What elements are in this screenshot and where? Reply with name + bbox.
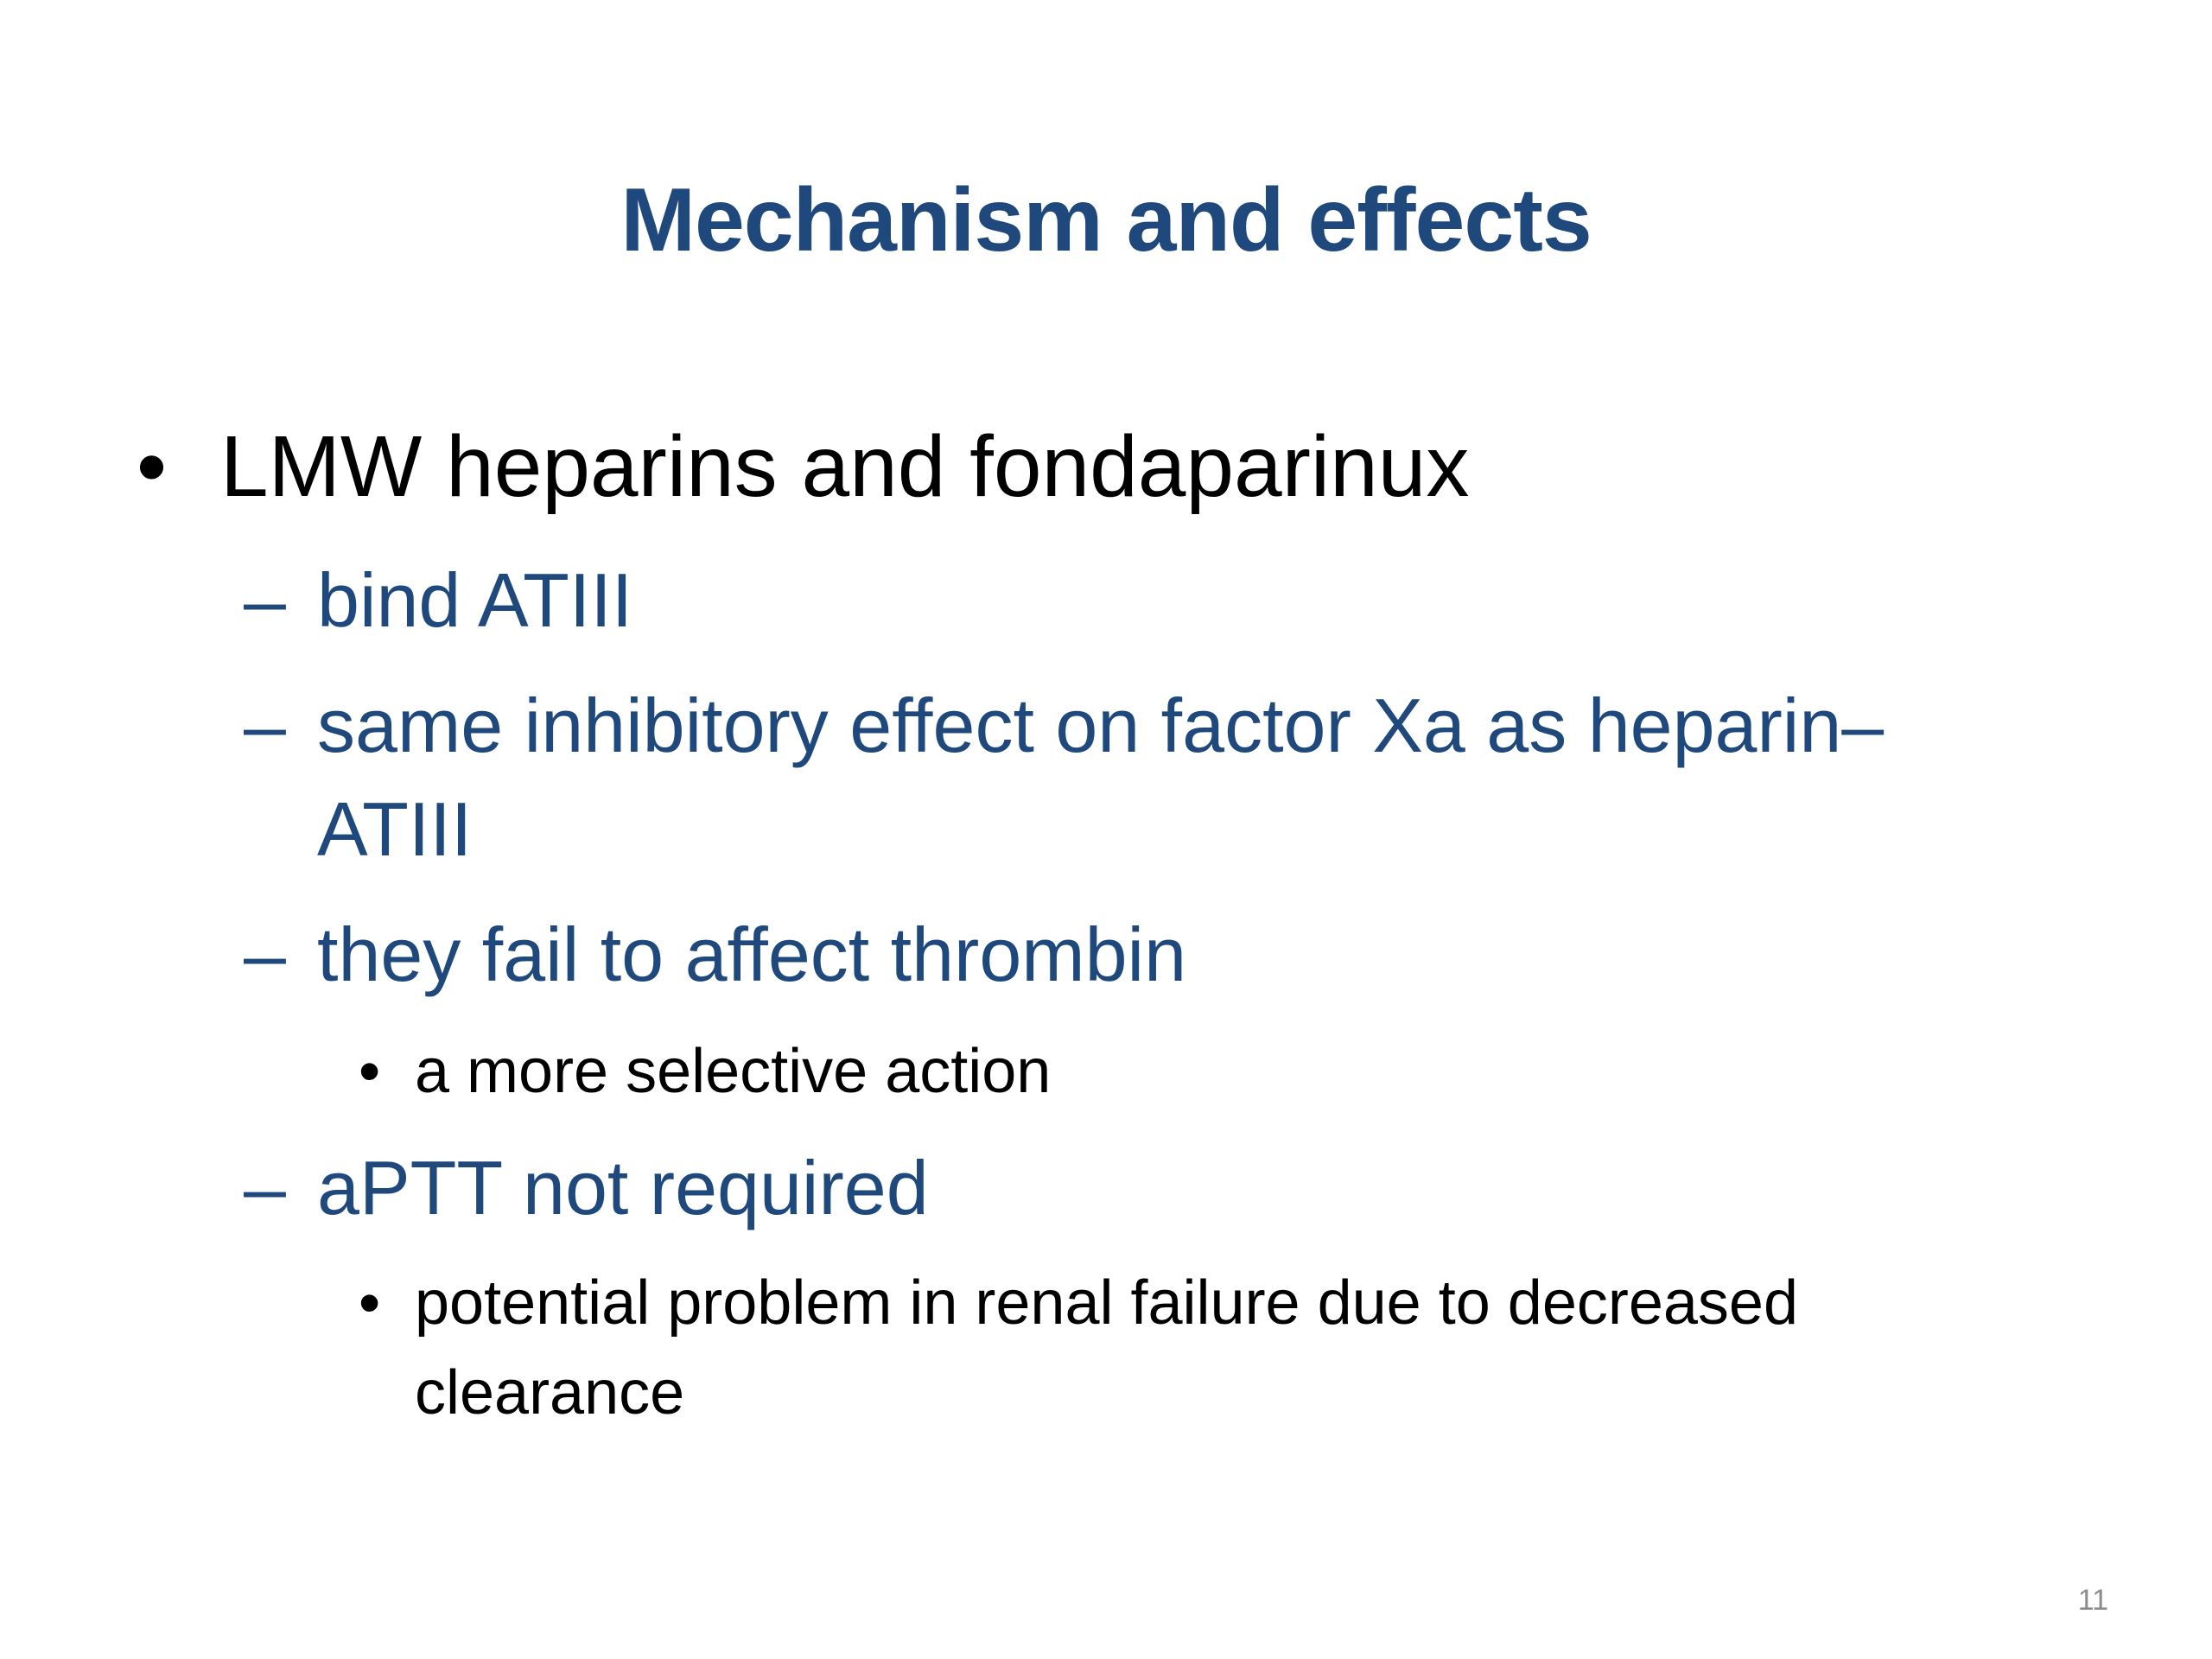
- dash-marker: –: [244, 1145, 286, 1230]
- subsubitem-selective-action: a more selective action: [415, 1037, 1052, 1106]
- bullet-marker: •: [359, 1037, 381, 1106]
- subitem-inhibitory-effect-line2: ATIII: [317, 786, 473, 872]
- page-number: 11: [2077, 1584, 2108, 1617]
- subsubitem-renal-failure-line2: clearance: [415, 1358, 685, 1427]
- subsubitem-renal-failure-line1: potential problem in renal failure due to decreased: [415, 1268, 1799, 1338]
- subitem-inhibitory-effect-line1: same inhibitory effect on factor Xa as heparin–: [317, 683, 1885, 768]
- subitem-bind-atiii: bind ATIII: [317, 557, 633, 643]
- subitem-aptt-not-required: aPTT not required: [317, 1145, 929, 1230]
- dash-marker: –: [244, 557, 286, 643]
- bullet-marker: •: [137, 418, 168, 515]
- dash-marker: –: [244, 683, 286, 768]
- bullet-text-lmw-heparins: LMW heparins and fondaparinux: [220, 418, 1470, 515]
- subitem-fail-thrombin: they fail to affect thrombin: [317, 912, 1187, 997]
- slide-title: Mechanism and effects: [620, 170, 1592, 270]
- bullet-marker: •: [359, 1268, 381, 1338]
- dash-marker: –: [244, 912, 286, 997]
